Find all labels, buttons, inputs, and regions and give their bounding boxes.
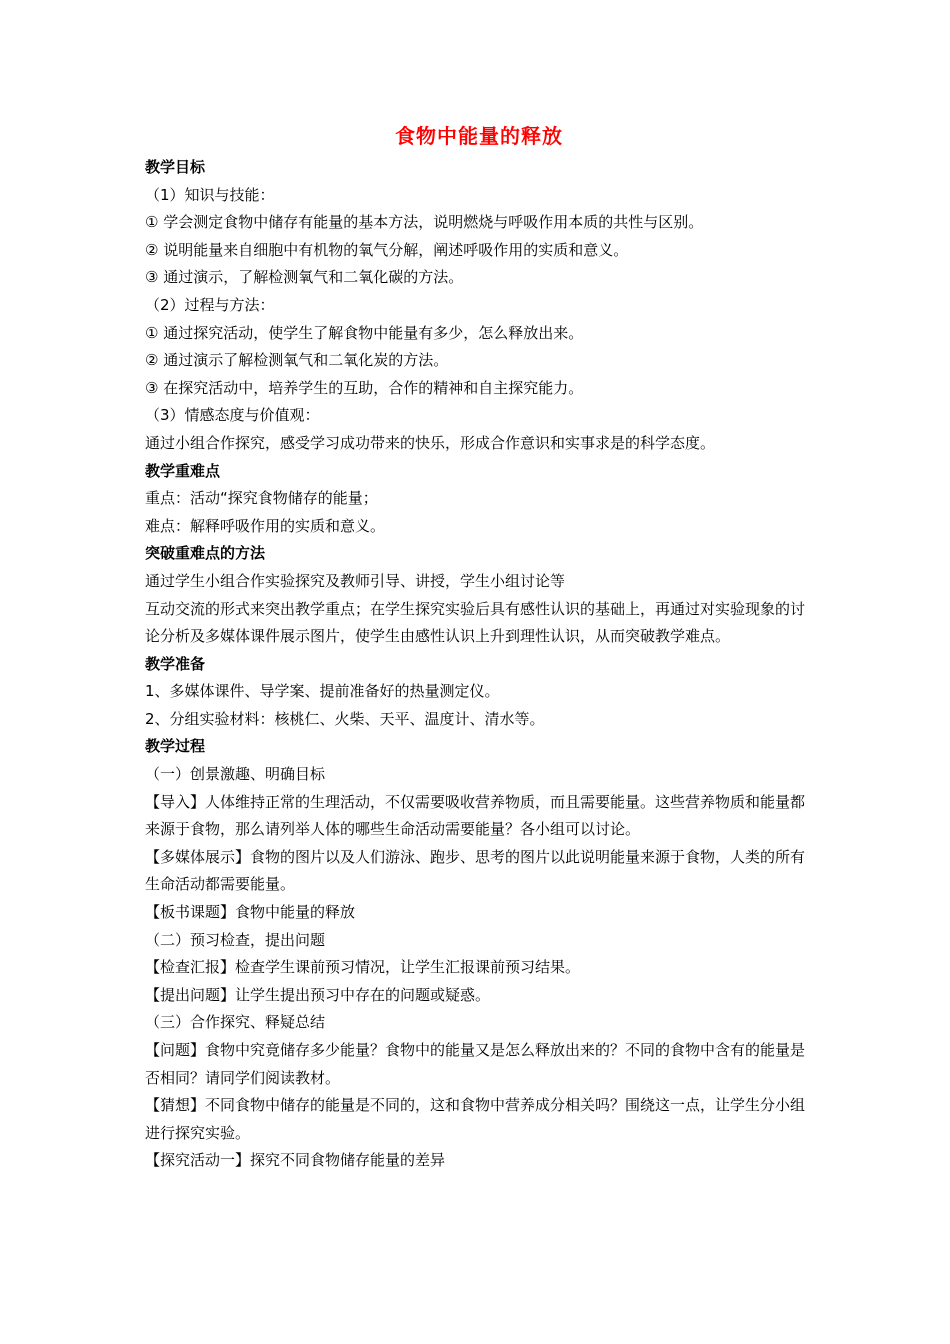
section-heading-preparation: 教学准备 [145, 654, 206, 673]
section-heading-objectives: 教学目标 [145, 158, 206, 176]
process-step-1-label: （一）创景激趣、明确目标 [145, 765, 326, 784]
objective-1-item-3: ③ 通过演示，了解检测氧气和二氧化碳的方法。 [145, 268, 464, 287]
process-raise-question: 【提出问题】让学生提出预习中存在的问题或疑惑。 [145, 985, 491, 1004]
document-body [145, 120, 813, 1175]
objective-2-label: （2）过程与方法： [145, 295, 275, 314]
objective-1-label: （1）知识与技能： [145, 185, 275, 204]
process-multimedia: 【多媒体展示】食物的图片以及人们游泳、跑步、思考的图片以此说明能量来源于食物，人类的所有生命活动都需要能量。 [145, 847, 806, 894]
objective-2-item-3: ③ 在探究活动中，培养学生的互助，合作的精神和自主探究能力。 [145, 378, 584, 397]
method-paragraph-2: 互动交流的形式来突出教学重点；在学生探究实验后具有感性认识的基础上，再通过对实验现象的讨论分析及多媒体课件展示图片，使学生由感性认识上升到理性认识，从而突破教学难点。 [145, 599, 806, 646]
process-activity-1: 【探究活动一】探究不同食物储存能量的差异 [145, 1151, 446, 1170]
preparation-item-2: 2、分组实验材料：核桃仁、火柴、天平、温度计、清水等。 [145, 709, 545, 728]
difficult-point: 难点：解释呼吸作用的实质和意义。 [145, 516, 386, 535]
document-title: 食物中能量的释放 [395, 124, 563, 148]
process-board-topic: 【板书课题】食物中能量的释放 [145, 903, 356, 922]
section-heading-process: 教学过程 [145, 737, 206, 756]
objective-3-label: （3）情感态度与价值观： [145, 406, 320, 425]
objective-3-item-1: 通过小组合作探究，感受学习成功带来的快乐，形成合作意识和实事求是的科学态度。 [145, 433, 716, 452]
objective-1-item-2: ② 说明能量来自细胞中有机物的氧气分解，阐述呼吸作用的实质和意义。 [145, 240, 629, 259]
section-heading-key-points: 教学重难点 [145, 461, 221, 480]
process-check-report: 【检查汇报】检查学生课前预习情况，让学生汇报课前预习结果。 [145, 958, 581, 977]
process-step-2-label: （二）预习检查，提出问题 [145, 930, 326, 949]
preparation-item-1: 1、多媒体课件、导学案、提前准备好的热量测定仪。 [145, 682, 500, 701]
objective-2-item-2: ② 通过演示了解检测氧气和二氧化炭的方法。 [145, 351, 449, 370]
process-guess: 【猜想】不同食物中储存的能量是不同的，这和食物中营养成分相关吗？围绕这一点，让学生分小组进行探究实验。 [145, 1096, 806, 1142]
process-intro: 【导入】人体维持正常的生理活动，不仅需要吸收营养物质，而且需要能量。这些营养物质和能量都来源于食物，那么请列举人体的哪些生命活动需要能量？各小组可以讨论。 [145, 792, 806, 839]
key-point: 重点：活动“探究食物储存的能量； [145, 489, 378, 508]
objective-2-item-1: ① 通过探究活动，使学生了解食物中能量有多少，怎么释放出来。 [145, 323, 584, 342]
objective-1-item-1: ① 学会测定食物中储存有能量的基本方法，说明燃烧与呼吸作用本质的共性与区别。 [145, 213, 704, 232]
process-question: 【问题】食物中究竟储存多少能量？食物中的能量又是怎么释放出来的？不同的食物中含有的能量是否相同？请同学们阅读教材。 [145, 1041, 806, 1087]
method-paragraph-1: 通过学生小组合作实验探究及教师引导、讲授，学生小组讨论等 [145, 571, 566, 590]
process-step-3-label: （三）合作探究、释疑总结 [145, 1013, 326, 1032]
section-heading-methods: 突破重难点的方法 [145, 544, 266, 563]
